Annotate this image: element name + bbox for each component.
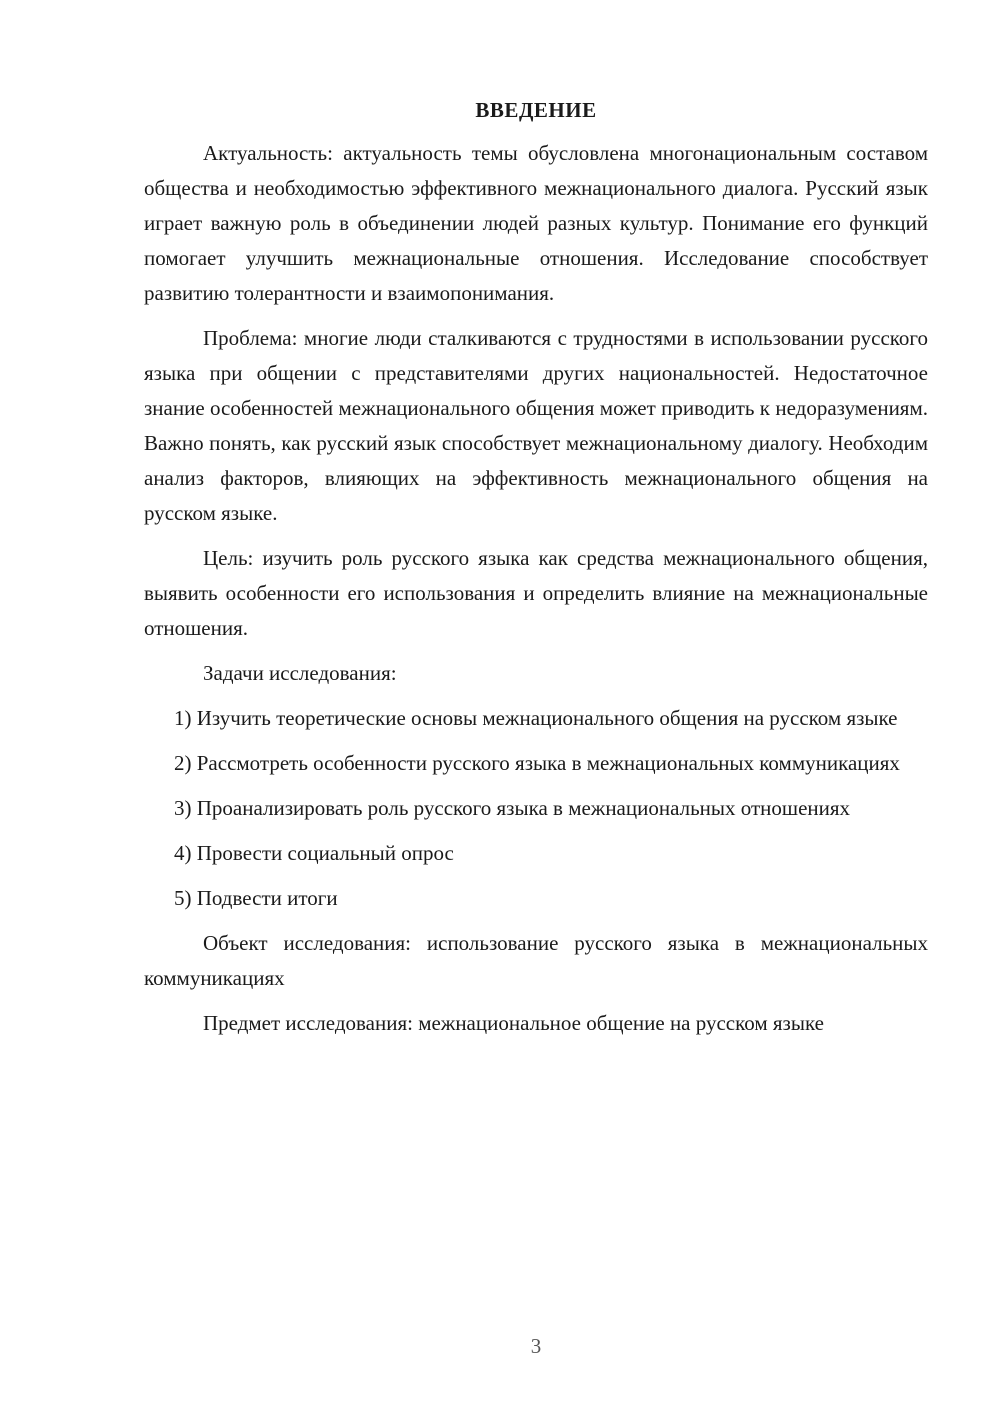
task-item-2: 2) Рассмотреть особенности русского языка в межнациональных коммуникациях (174, 751, 900, 775)
tasks-heading: Задачи исследования: (203, 661, 397, 685)
paragraph-object: Объект исследования: использование русского языка в межнациональных коммуникациях (144, 931, 928, 990)
page-title: ВВЕДЕНИЕ (475, 98, 597, 122)
page-content (144, 96, 928, 1051)
paragraph-subject: Предмет исследования: межнациональное общение на русском языке (203, 1011, 824, 1035)
paragraph-problem: Проблема: многие люди сталкиваются с трудностями в использовании русского языка при общении с представителями других национальностей. Недостаточное знание особенностей межнационального общения может приводить к недоразумениям. Важно понять, как русский язык способствует межнациональному диалогу. Необходим анализ факторов, влияющих на эффективность межнационального общения на русском языке. (144, 326, 928, 525)
page-number: 3 (530, 1334, 542, 1358)
task-item-1: 1) Изучить теоретические основы межнационального общения на русском языке (174, 706, 898, 730)
task-item-4: 4) Провести социальный опрос (174, 841, 454, 865)
paragraph-goal: Цель: изучить роль русского языка как средства межнационального общения, выявить особенности его использования и определить влияние на межнациональные отношения. (144, 546, 928, 640)
task-item-3: 3) Проанализировать роль русского языка в межнациональных отношениях (174, 796, 851, 820)
paragraph-relevance: Актуальность: актуальность темы обусловлена многонациональным составом общества и необходимостью эффективного межнационального диалога. Русский язык играет важную роль в объединении людей разных культур. Понимание его функций помогает улучшить межнациональные отношения. Исследование способствует развитию толерантности и взаимопонимания. (144, 141, 928, 305)
task-item-5: 5) Подвести итоги (174, 886, 338, 910)
